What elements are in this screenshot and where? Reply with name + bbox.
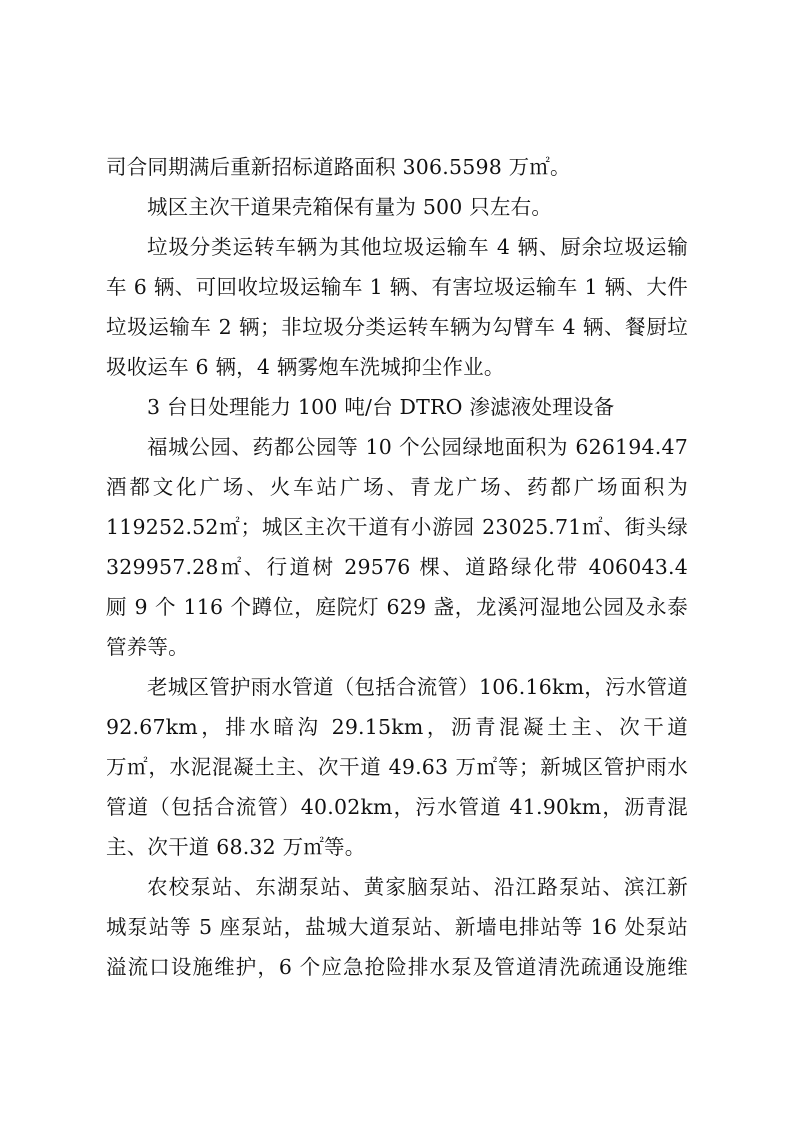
paragraph-line: 主、次干道 68.32 万㎡等。	[106, 835, 366, 859]
paragraph-line: 福城公园、药都公园等 10 个公园绿地面积为 626194.47	[147, 435, 688, 459]
paragraph-line: 92.67km，排水暗沟 29.15km，沥青混凝土主、次干道	[106, 715, 688, 739]
paragraph-line: 垃圾分类运转车辆为其他垃圾运输车 4 辆、厨余垃圾运输	[147, 235, 688, 259]
paragraph-line: 329957.28㎡、行道树 29576 棵、道路绿化带 406043.4	[106, 555, 688, 579]
paragraph-line: 119252.52㎡；城区主次干道有小游园 23025.71㎡、街头绿	[106, 515, 688, 539]
paragraph-line: 车 6 辆、可回收垃圾运输车 1 辆、有害垃圾运输车 1 辆、大件	[106, 275, 688, 299]
paragraph-line: 垃圾运输车 2 辆；非垃圾分类运转车辆为勾臂车 4 辆、餐厨垃	[106, 315, 688, 339]
paragraph-line: 酒都文化广场、火车站广场、青龙广场、药都广场面积为	[106, 475, 688, 499]
paragraph-line: 万㎡，水泥混凝土主、次干道 49.63 万㎡等；新城区管护雨水	[106, 755, 688, 779]
paragraph-line: 管道（包括合流管）40.02km，污水管道 41.90km，沥青混	[106, 795, 688, 819]
paragraph-line: 管养等。	[106, 635, 189, 659]
paragraph-line: 圾收运车 6 辆，4 辆雾炮车洗城抑尘作业。	[106, 355, 505, 379]
paragraph-line: 农校泵站、东湖泵站、黄家脑泵站、沿江路泵站、滨江新	[147, 875, 688, 899]
paragraph-line: 厕 9 个 116 个蹲位，庭院灯 629 盏，龙溪河湿地公园及永泰	[106, 595, 688, 619]
paragraph-line: 3 台日处理能力 100 吨/台 DTRO 渗滤液处理设备	[147, 395, 615, 419]
paragraph-line: 城泵站等 5 座泵站，盐城大道泵站、新墙电排站等 16 处泵站	[106, 915, 688, 939]
paragraph-line: 溢流口设施维护，6 个应急抢险排水泵及管道清洗疏通设施维	[106, 955, 688, 979]
paragraph-line: 司合同期满后重新招标道路面积 306.5598 万㎡。	[106, 155, 571, 179]
paragraph-line: 老城区管护雨水管道（包括合流管）106.16km，污水管道	[147, 675, 688, 699]
paragraph-line: 城区主次干道果壳箱保有量为 500 只左右。	[147, 195, 553, 219]
